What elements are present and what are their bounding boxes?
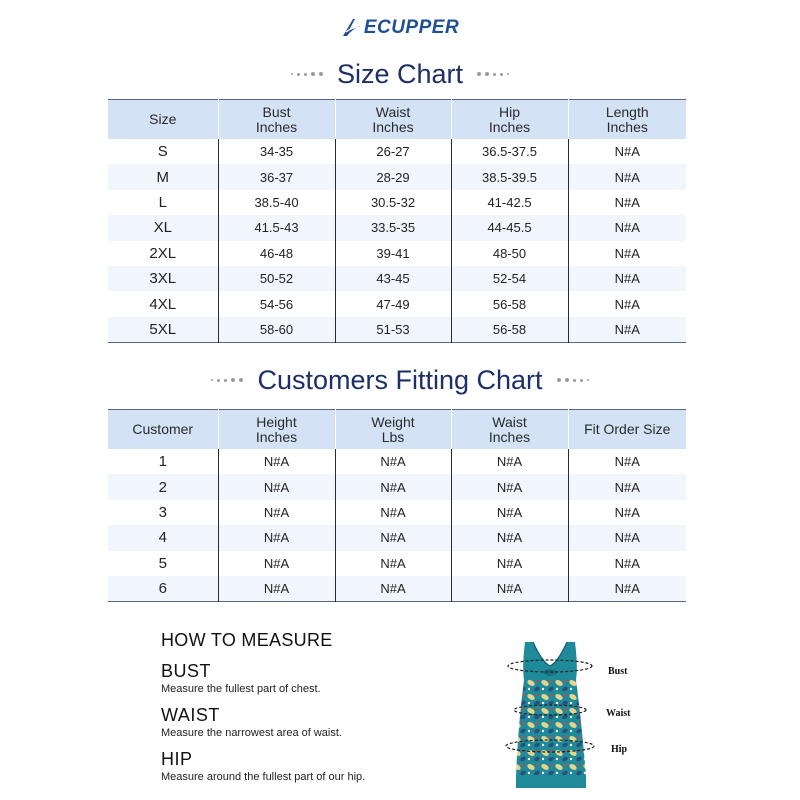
table-header-row (108, 100, 686, 140)
table-cell: 26-27 (335, 139, 451, 164)
table-cell: 56-58 (451, 291, 568, 316)
size-chart-table (108, 99, 686, 343)
table-row (108, 525, 686, 550)
table-cell: N#A (568, 551, 686, 576)
table-cell: N#A (451, 500, 568, 525)
table-header-row (108, 410, 686, 450)
header-waist: Waist Inches (451, 410, 568, 450)
right-dots-decoration (475, 72, 511, 76)
table-cell: N#A (568, 449, 686, 474)
table-cell: 54-56 (218, 291, 335, 316)
header-waist: Waist Inches (335, 100, 451, 140)
header-fit-order-size: Fit Order Size (568, 410, 686, 450)
table-cell: 44-45.5 (451, 215, 568, 240)
table-cell: 5 (108, 551, 218, 576)
table-cell: N#A (568, 215, 686, 240)
table-cell: 52-54 (451, 266, 568, 291)
table-cell: 1 (108, 449, 218, 474)
table-cell: M (108, 164, 218, 189)
table-cell: 2XL (108, 241, 218, 266)
hip-figure-label: Hip (611, 744, 628, 755)
waist-figure-label: Waist (606, 708, 631, 719)
table-cell: 39-41 (335, 241, 451, 266)
table-cell: XL (108, 215, 218, 240)
size-chart-heading: Size Chart (336, 58, 464, 89)
table-cell: 41-42.5 (451, 190, 568, 215)
table-cell: N#A (568, 241, 686, 266)
table-cell: N#A (218, 449, 335, 474)
header-hip: Hip Inches (451, 100, 568, 140)
table-cell: 4 (108, 525, 218, 550)
table-cell: N#A (451, 449, 568, 474)
table-cell: N#A (218, 576, 335, 602)
table-cell: N#A (568, 266, 686, 291)
brand-logo (0, 14, 800, 42)
table-row (108, 291, 686, 316)
table-cell: 34-35 (218, 139, 335, 164)
table-cell: N#A (568, 500, 686, 525)
table-cell: N#A (568, 576, 686, 602)
table-cell: 38.5-40 (218, 190, 335, 215)
table-cell: N#A (451, 474, 568, 499)
header-customer: Customer (108, 410, 218, 450)
table-row (108, 317, 686, 343)
table-cell: 3XL (108, 266, 218, 291)
table-cell: N#A (451, 525, 568, 550)
swimdress-measurement-illustration (498, 636, 648, 796)
table-cell: N#A (451, 551, 568, 576)
table-row (108, 474, 686, 499)
how-to-measure-title: HOW TO MEASURE (161, 630, 333, 650)
table-cell: N#A (218, 500, 335, 525)
table-row (108, 164, 686, 189)
table-cell: N#A (218, 551, 335, 576)
table-cell: N#A (335, 500, 451, 525)
header-weight: Weight Lbs (335, 410, 451, 450)
table-cell: N#A (335, 474, 451, 499)
table-cell: 33.5-35 (335, 215, 451, 240)
fitting-chart-heading: Customers Fitting Chart (257, 364, 543, 395)
how-to-measure-section (161, 628, 501, 784)
table-cell: 36.5-37.5 (451, 139, 568, 164)
bust-figure-label: Bust (608, 666, 628, 677)
table-cell: N#A (568, 139, 686, 164)
left-dots-decoration (289, 72, 325, 76)
table-cell: 47-49 (335, 291, 451, 316)
fitting-chart-title (0, 360, 800, 400)
table-row (108, 449, 686, 474)
bust-description: Measure the fullest part of chest. (161, 683, 321, 695)
waist-heading: WAIST (161, 705, 220, 725)
table-row (108, 139, 686, 164)
table-row (108, 190, 686, 215)
header-size: Size (108, 100, 218, 140)
table-cell: N#A (335, 551, 451, 576)
table-cell: N#A (568, 525, 686, 550)
table-cell: 43-45 (335, 266, 451, 291)
table-cell: 30.5-32 (335, 190, 451, 215)
table-cell: N#A (568, 190, 686, 215)
brand-name: ECUPPER (363, 17, 460, 38)
header-bust: Bust Inches (218, 100, 335, 140)
size-chart-title (0, 54, 800, 94)
table-row (108, 576, 686, 602)
table-cell: 50-52 (218, 266, 335, 291)
swoosh-icon (341, 17, 363, 39)
table-cell: N#A (218, 525, 335, 550)
table-cell: 36-37 (218, 164, 335, 189)
table-cell: S (108, 139, 218, 164)
table-cell: N#A (568, 474, 686, 499)
table-cell: 28-29 (335, 164, 451, 189)
table-cell: L (108, 190, 218, 215)
hip-description: Measure around the fullest part of our hip. (161, 771, 366, 783)
table-cell: 58-60 (218, 317, 335, 343)
bust-heading: BUST (161, 661, 212, 681)
table-cell: 4XL (108, 291, 218, 316)
table-cell: N#A (218, 474, 335, 499)
hip-heading: HIP (161, 749, 193, 769)
table-row (108, 241, 686, 266)
table-cell: N#A (335, 576, 451, 602)
table-cell: N#A (568, 291, 686, 316)
table-row (108, 551, 686, 576)
table-cell: 46-48 (218, 241, 335, 266)
table-row (108, 500, 686, 525)
waist-description: Measure the narrowest area of waist. (161, 727, 342, 739)
table-cell: N#A (335, 525, 451, 550)
table-cell: 51-53 (335, 317, 451, 343)
table-cell: 48-50 (451, 241, 568, 266)
table-cell: 5XL (108, 317, 218, 343)
table-cell: 3 (108, 500, 218, 525)
table-cell: 2 (108, 474, 218, 499)
table-cell: N#A (451, 576, 568, 602)
table-row (108, 215, 686, 240)
table-cell: 6 (108, 576, 218, 602)
table-cell: N#A (568, 317, 686, 343)
table-row (108, 266, 686, 291)
table-cell: N#A (568, 164, 686, 189)
table-cell: 38.5-39.5 (451, 164, 568, 189)
table-cell: 41.5-43 (218, 215, 335, 240)
table-cell: 56-58 (451, 317, 568, 343)
table-cell: N#A (335, 449, 451, 474)
header-height: Height Inches (218, 410, 335, 450)
right-dots-decoration (555, 378, 591, 382)
header-length: Length Inches (568, 100, 686, 140)
fitting-chart-table (108, 409, 686, 602)
left-dots-decoration (209, 378, 245, 382)
